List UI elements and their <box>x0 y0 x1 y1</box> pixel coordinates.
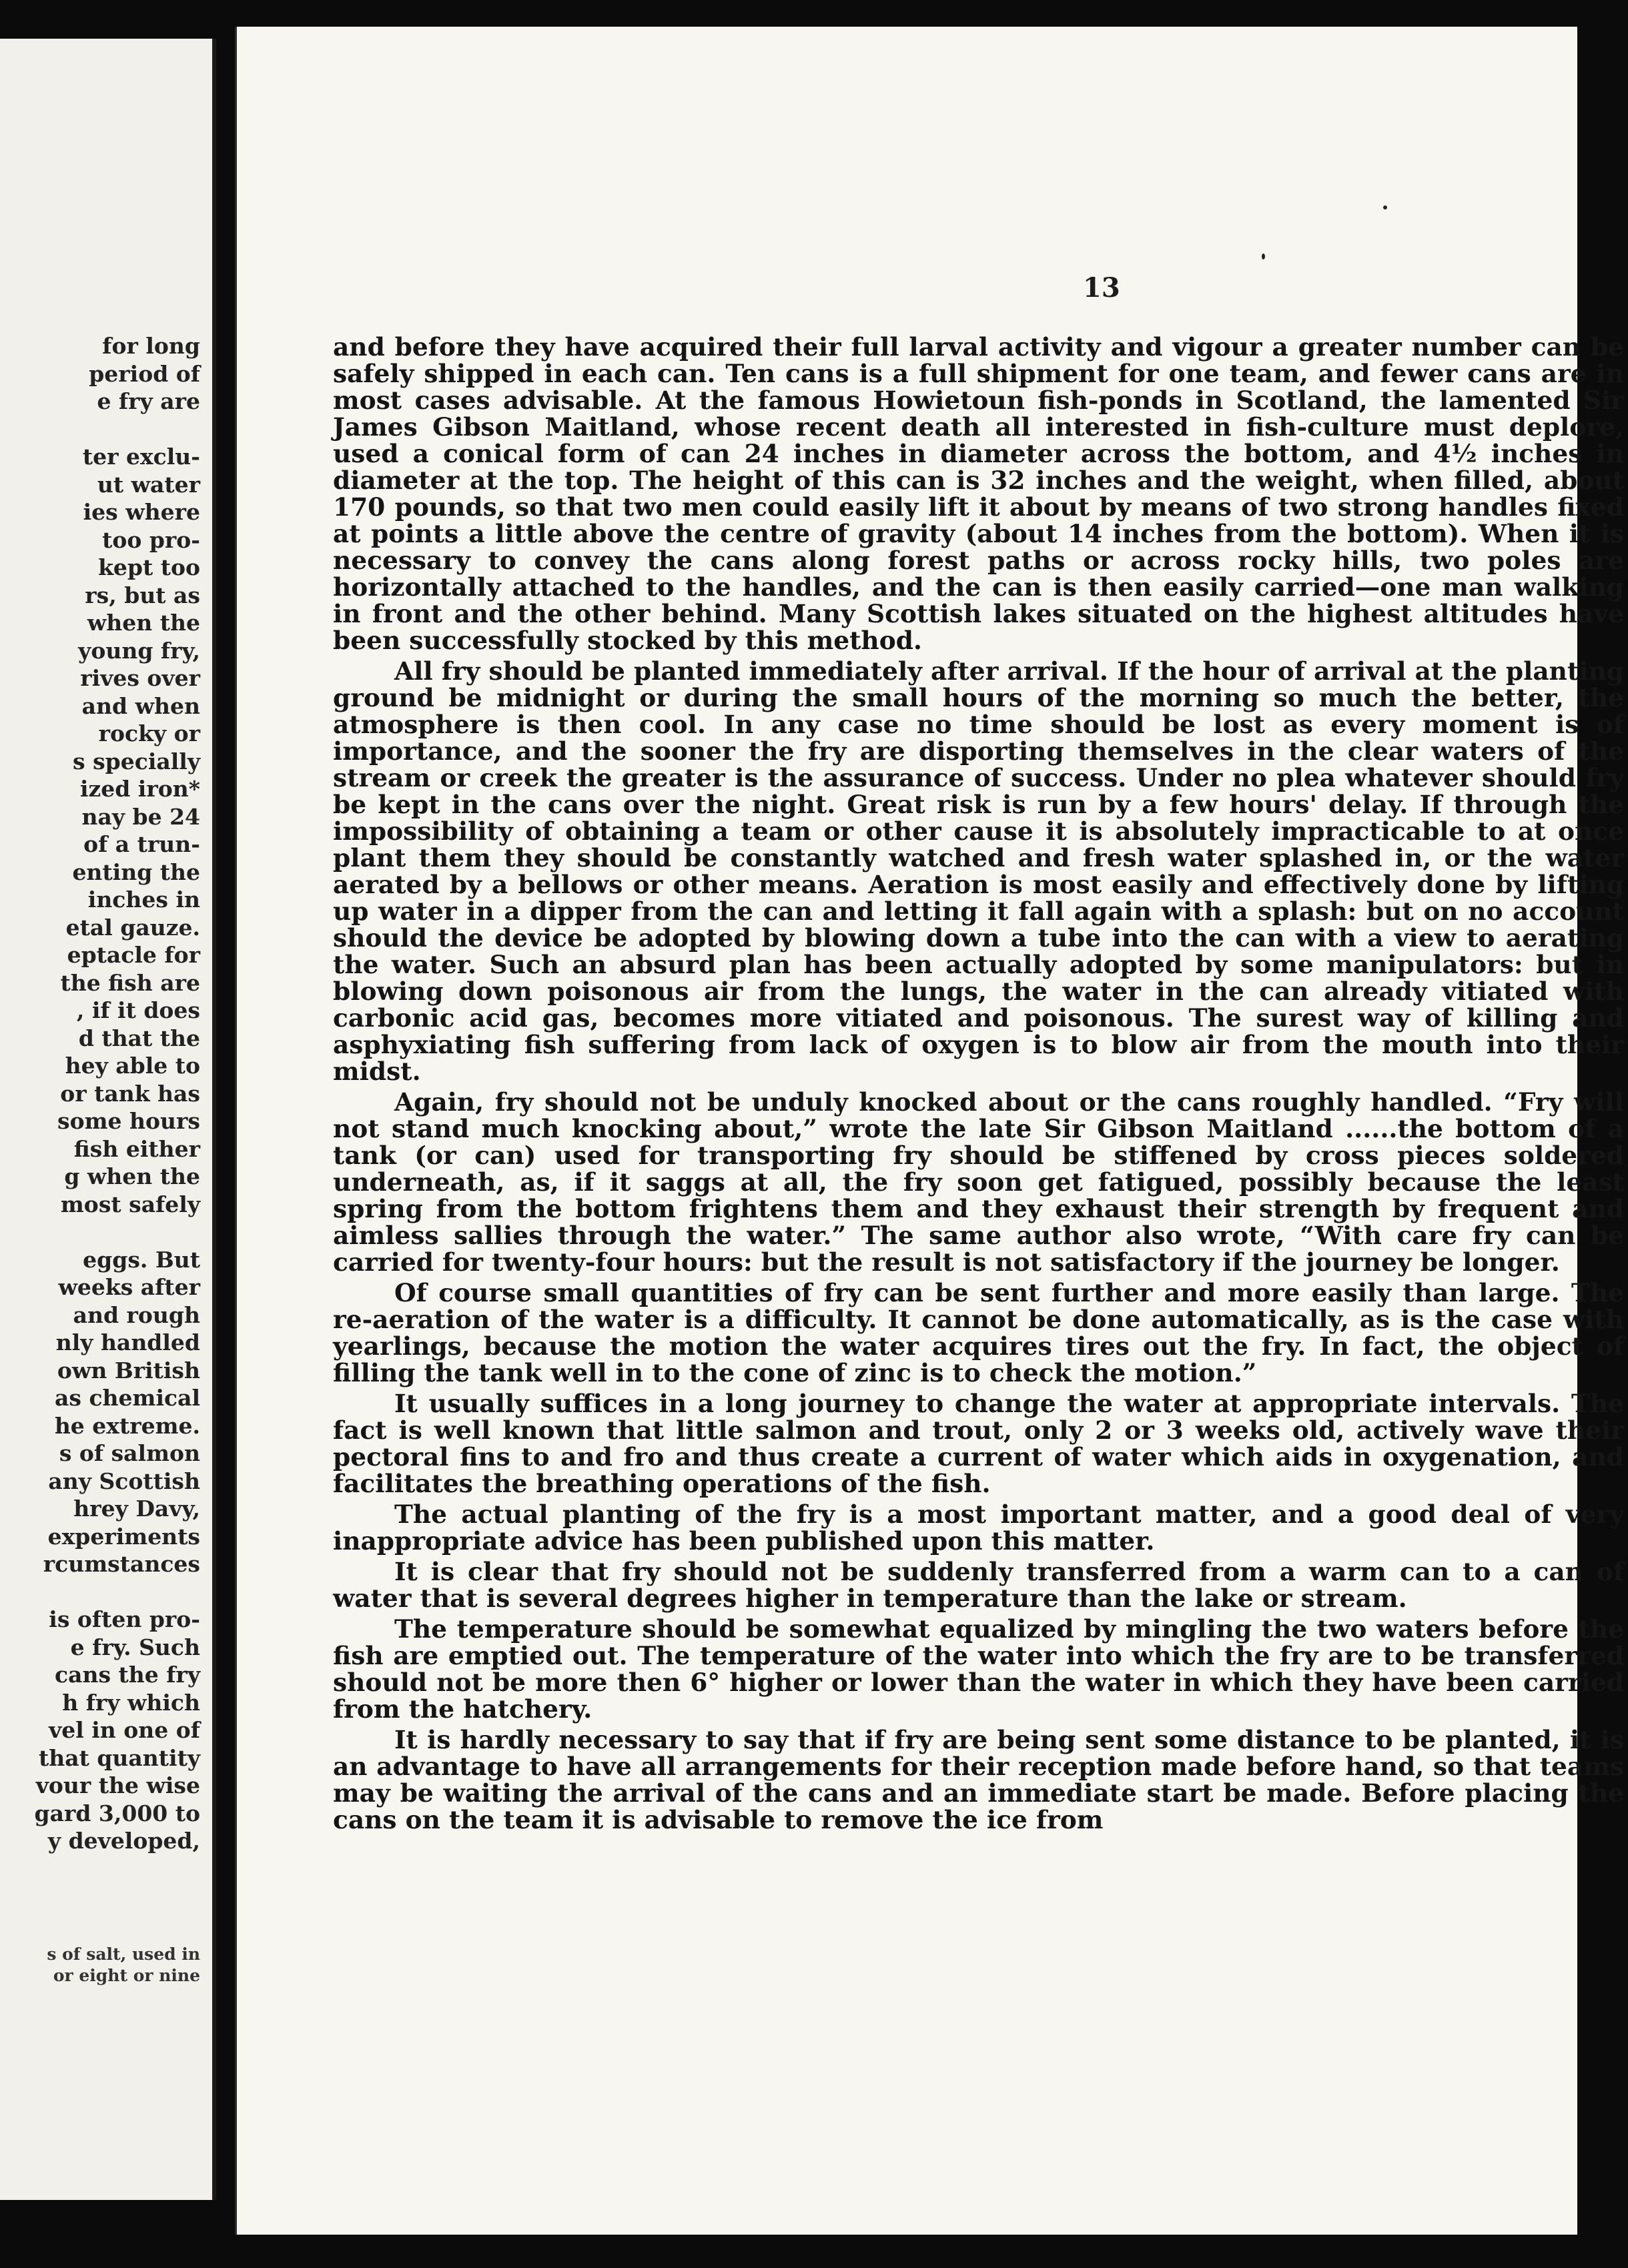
paragraph: The actual planting of the fry is a most important matter, and a good deal of very inappropriate advice has been published upon this matter. <box>333 1500 1624 1556</box>
page-number: 13 <box>1083 272 1120 304</box>
left-page-line: experiments <box>47 1523 200 1550</box>
left-page-line: gard 3,000 to <box>34 1800 200 1826</box>
left-page-line: most safely <box>60 1191 200 1217</box>
left-page-fragment <box>0 39 216 2200</box>
paragraph: and before they have acquired their full larval activity and vigour a greater number can be safely shipped in each can. Ten cans is a full shipment for one team, and fewer cans are in most cases advisable. At the famous Howietoun fish-ponds in Scotland, the lamented Sir James Gibson Maitland, whose recent death all interested in fish-culture must deplore, used a conical form of can 24 inches in diameter across the bottom, and 4½ inches in diameter at the top. The height of this can is 32 inches and the weight, when filled, about 170 pounds, so that two men could easily lift it about by means of two strong handles fixed at points a little above the centre of gravity (about 14 inches from the bottom). When it is necessary to convey the cans along forest paths or across rocky hills, two poles are horizontally attached to the handles, and the can is then easily carried—one man walking in front and the other behind. Many Scottish lakes situated on the highest altitudes have been successfully stocked by this method. <box>333 332 1624 655</box>
paragraph: Of course small quantities of fry can be sent further and more easily than large. The re-aeration of the water is a difficulty. It cannot be done automatically, as is the case with yearlings, because the motion the water acquires tires out the fry. In fact, the object of filling the tank well in to the cone of zinc is to check the motion.” <box>333 1278 1624 1387</box>
left-page-line: for long <box>102 333 200 359</box>
left-page-line: some hours <box>57 1108 200 1134</box>
left-page-line: s specially <box>73 748 200 774</box>
left-page-line: ter exclu- <box>82 444 200 470</box>
left-page-line: the fish are <box>60 969 200 996</box>
left-page-line: or tank has <box>60 1080 200 1107</box>
left-page-line: and when <box>81 692 200 719</box>
left-page-footnote <box>0 1944 200 1987</box>
left-page-line: eptacle for <box>67 942 200 968</box>
left-page-line: ut water <box>97 471 200 498</box>
left-page-line: e fry. Such <box>70 1634 200 1660</box>
left-page-text <box>0 332 200 1855</box>
paragraph: It is clear that fry should not be suddenly transferred from a warm can to a can of water that is several degrees higher in temperature than the lake or stream. <box>333 1557 1624 1613</box>
left-page-line: own British <box>57 1357 200 1383</box>
left-page-line: that quantity <box>39 1744 200 1771</box>
right-page <box>235 27 1624 2235</box>
left-page-line: etal gauze. <box>65 914 200 941</box>
page-body <box>333 334 1624 1837</box>
paragraph: Again, fry should not be unduly knocked about or the cans roughly handled. “Fry will not stand much knocking about,” wrote the late Sir Gibson Maitland ......the bottom of a tank (or can) used for transporting fry should be stiffened by cross pieces soldered underneath, as, if it saggs at all, the fry soon get fatigued, possibly because the least spring from the bottom frightens them and they exhaust their strength by frequent and aimless sallies through the water.” The same author also wrote, “With care fry can be carried for twenty-four hours: but the result is not satisfactory if the journey be longer. <box>333 1087 1624 1277</box>
left-page-line: s of salmon <box>59 1440 200 1466</box>
left-page-line: kept too <box>98 554 200 580</box>
line-gap <box>0 1218 200 1246</box>
left-page-line: h fry which <box>62 1689 200 1716</box>
left-page-line: young fry, <box>78 637 200 664</box>
left-page-line: period of <box>89 360 200 387</box>
left-page-line: he extreme. <box>54 1412 200 1439</box>
left-page-line: ies where <box>83 499 200 525</box>
left-page-line: rcumstances <box>43 1551 200 1577</box>
left-page-line: e fry are <box>97 388 200 414</box>
paragraph: It is hardly necessary to say that if fry are being sent some distance to be planted, it is an advantage to have all arrangements for their reception made before hand, so that teams may be waiting the arrival of the cans and an immediate start be made. Before placing the cans on the team it is advisable to remove the ice from <box>333 1725 1624 1834</box>
left-page-line: rocky or <box>98 720 200 746</box>
left-page-line: eggs. But <box>83 1246 200 1273</box>
left-page-line: d that the <box>78 1025 200 1051</box>
left-page-line: and rough <box>73 1301 200 1328</box>
left-page-line: nay be 24 <box>81 803 200 830</box>
left-page-line: g when the <box>64 1163 200 1189</box>
left-page-line: vour the wise <box>35 1772 200 1798</box>
paragraph: The temperature should be somewhat equalized by mingling the two waters before the fish are emptied out. The temperature of the water into which the fry are to be transferred should not be more then 6° higher or lower than the water in which they have been carried from the hatchery. <box>333 1614 1624 1724</box>
left-page-line: vel in one of <box>49 1717 200 1743</box>
left-page-line: any Scottish <box>48 1468 200 1494</box>
left-page-line: , if it does <box>76 997 200 1023</box>
left-page-line: ized iron* <box>79 776 200 802</box>
left-page-line: is often pro- <box>49 1606 200 1632</box>
line-gap <box>0 1578 200 1606</box>
left-page-line: hey able to <box>65 1053 200 1079</box>
paragraph: It usually suffices in a long journey to change the water at appropriate intervals. The fact is well known that little salmon and trout, only 2 or 3 weeks old, actively wave their pectoral fins to and fro and thus create a current of water which aids in oxygenation, and facilitates the breathing operations of the fish. <box>333 1389 1624 1498</box>
ink-speck <box>1383 205 1387 209</box>
left-page-line: when the <box>87 610 200 636</box>
ink-speck <box>1262 253 1265 259</box>
left-page-line: rives over <box>80 665 200 691</box>
paragraph: All fry should be planted immediately after arrival. If the hour of arrival at the planting ground be midnight or during the small hours of the morning so much the better, the atmosphere is then cool. In any case no time should be lost as every moment is of importance, and the sooner the fry are disporting themselves in the clear waters of the stream or creek the greater is the assurance of success. Under no plea whatever should fry be kept in the cans over the night. Great risk is run by a few hours' delay. If through the impossibility of obtaining a team or other cause it is absolutely impracticable to at once plant them they should be constantly watched and fresh water splashed in, or the water aerated by a bellows or other means. Aeration is most easily and effectively done by lifting up water in a dipper from the can and letting it fall again with a splash: but on no account should the device be adopted by blowing down a tube into the can with a view to aerating the water. Such an absurd plan has been actually adopted by some manipulators: but in blowing down poisonous air from the lungs, the water in the can already vitiated with carbonic acid gas, becomes more vitiated and poisonous. The surest way of killing and asphyxiating fish suffering from lack of oxygen is to blow air from the mouth into their midst. <box>333 656 1624 1086</box>
left-page-line: cans the fry <box>54 1662 200 1688</box>
left-page-line: rs, but as <box>85 582 200 608</box>
footnote-line: s of salt, used in <box>47 1944 200 1964</box>
left-page-line: inches in <box>87 887 200 913</box>
line-gap <box>0 416 200 444</box>
footnote-line: or eight or nine <box>53 1966 200 1985</box>
left-page-line: fish either <box>73 1135 200 1162</box>
left-page-line: of a trun- <box>83 831 200 857</box>
left-page-line: too pro- <box>102 526 200 553</box>
left-page-line: enting the <box>72 859 200 885</box>
left-page-line: weeks after <box>58 1274 200 1300</box>
left-page-line: hrey Davy, <box>73 1496 200 1522</box>
left-page-line: as chemical <box>55 1385 200 1411</box>
left-page-line: y developed, <box>47 1828 200 1854</box>
left-page-line: nly handled <box>55 1329 200 1355</box>
